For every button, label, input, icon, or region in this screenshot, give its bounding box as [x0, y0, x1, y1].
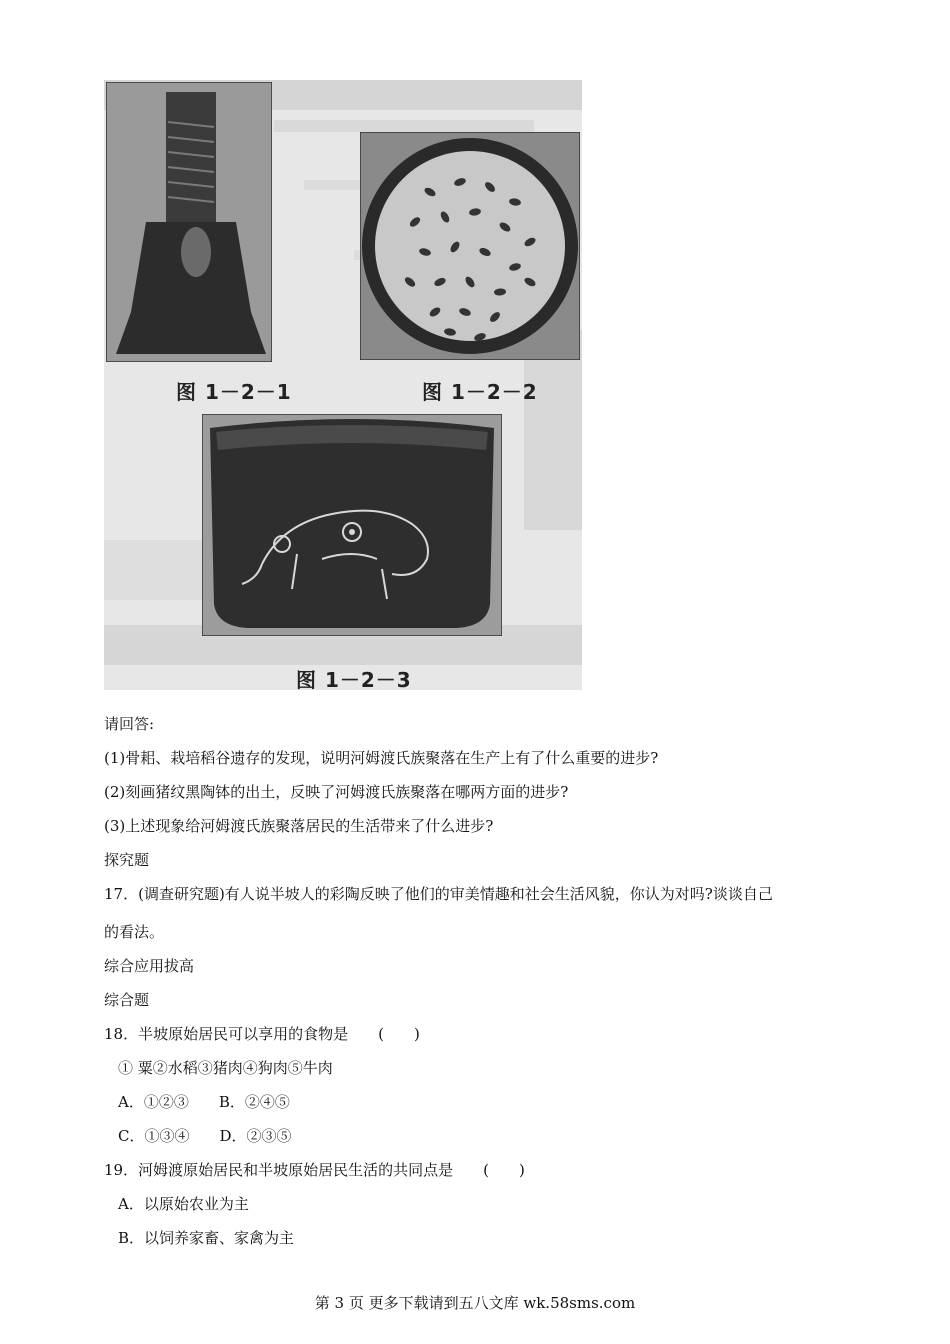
text-line: 请回答: [104, 715, 155, 733]
answer-options: C．①③④ D．②③⑤ [118, 1127, 292, 1145]
answer-option-a: A．以原始农业为主 [118, 1195, 249, 1213]
answer-option-b: B．以饲养家畜、家禽为主 [118, 1229, 295, 1247]
section-heading: 综合题 [104, 991, 150, 1009]
question-18-items: ① 粟②水稻③猪肉④狗肉⑤牛肉 [118, 1059, 333, 1077]
section-heading: 综合应用拔高 [104, 957, 195, 975]
text-line: (2)刻画猪纹黑陶钵的出土，反映了河姆渡氏族聚落在哪两方面的进步? [104, 783, 569, 801]
text-line: (1)骨耜、栽培稻谷遗存的发现，说明河姆渡氏族聚落在生产上有了什么重要的进步? [104, 749, 659, 767]
question-18: 18．半坡原始居民可以享用的食物是 ( ) [104, 1025, 420, 1043]
text-line: 17．(调查研究题)有人说半坡人的彩陶反映了他们的审美情趣和社会生活风貌，你认为对吗?谈谈自己 [104, 885, 773, 903]
rice-grains-icon [360, 132, 580, 360]
figure-block [104, 80, 582, 690]
bone-spade-icon [106, 82, 272, 362]
question-19: 19．河姆渡原始居民和半坡原始居民生活的共同点是 ( ) [104, 1161, 525, 1179]
figure-caption-2: 图 1－2－2 [422, 380, 538, 404]
section-heading: 探究题 [104, 851, 150, 869]
figure-caption-3: 图 1－2－3 [296, 668, 412, 690]
text-line: (3)上述现象给河姆渡氏族聚落居民的生活带来了什么进步? [104, 817, 494, 835]
figure-caption-1: 图 1－2－1 [176, 380, 292, 404]
pig-pattern-pottery-bowl-icon [202, 414, 502, 636]
text-line: 的看法。 [104, 923, 165, 941]
answer-options: A．①②③ B．②④⑤ [118, 1093, 290, 1111]
page-footer: 第 3 页 更多下载请到五八文库 wk.58sms.com [314, 1294, 636, 1312]
